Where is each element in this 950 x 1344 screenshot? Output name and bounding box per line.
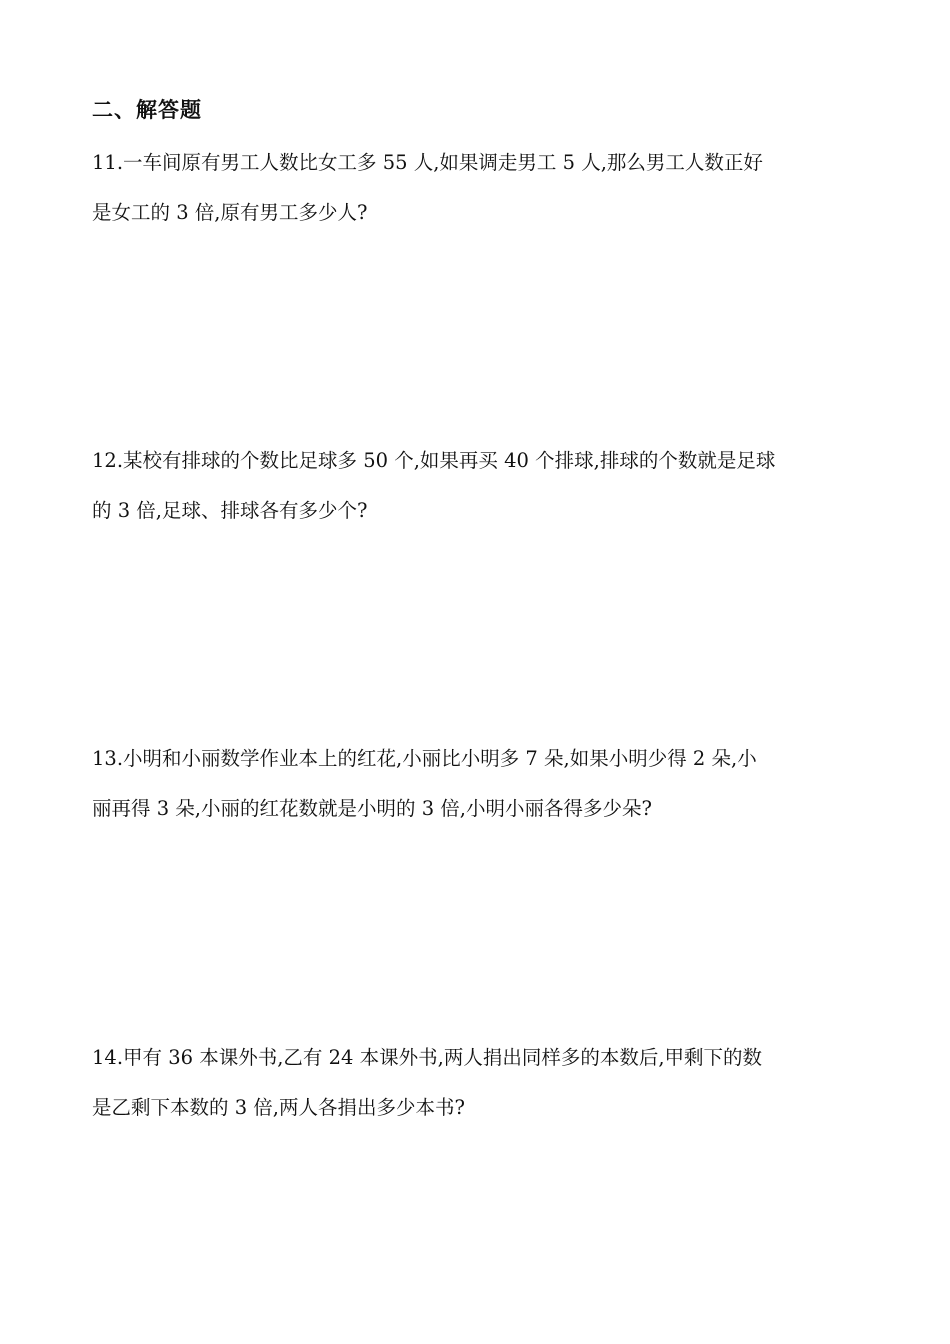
question-12-line-2: 的 3 倍,足球、排球各有多少个?: [92, 499, 368, 522]
question-11: [92, 138, 862, 238]
question-14-line-1: 14.甲有 36 本课外书,乙有 24 本课外书,两人捐出同样多的本数后,甲剩下的数: [92, 1046, 763, 1069]
question-11-line-2: 是女工的 3 倍,原有男工多少人?: [92, 201, 368, 224]
question-12-line-1: 12.某校有排球的个数比足球多 50 个,如果再买 40 个排球,排球的个数就是足球: [92, 449, 776, 472]
question-14-line-2: 是乙剩下本数的 3 倍,两人各捐出多少本书?: [92, 1096, 465, 1119]
question-11-line-1: 11.一车间原有男工人数比女工多 55 人,如果调走男工 5 人,那么男工人数正好: [92, 151, 763, 174]
section-title: 二、解答题: [92, 98, 202, 122]
question-13-line-2: 丽再得 3 朵,小丽的红花数就是小明的 3 倍,小明小丽各得多少朵?: [92, 797, 652, 820]
question-14: [92, 1033, 862, 1133]
question-13-line-1: 13.小明和小丽数学作业本上的红花,小丽比小明多 7 朵,如果小明少得 2 朵,小: [92, 747, 757, 770]
question-12: [92, 436, 862, 536]
question-13: [92, 734, 862, 834]
